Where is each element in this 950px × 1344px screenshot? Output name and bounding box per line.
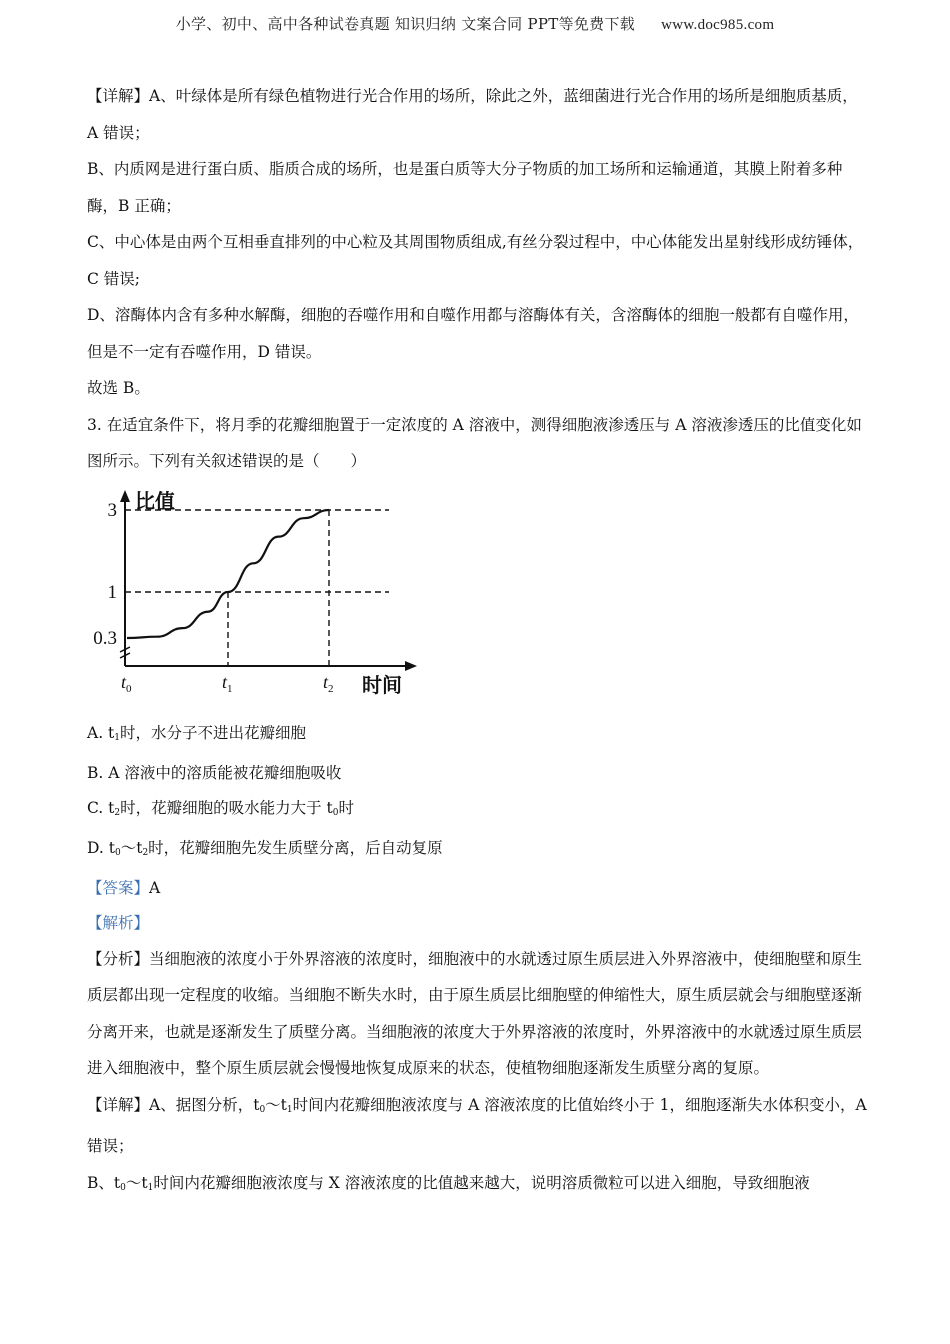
- x-axis-arrow: [405, 661, 417, 671]
- option-c[interactable]: C. $t_2$时，花瓣细胞的吸水能力大于 $t_0$时: [87, 798, 355, 818]
- ratio-curve: [127, 510, 329, 638]
- x-tick-label-t2: $t_2$: [323, 671, 334, 695]
- detail1-b: B、内质网是进行蛋白质、脂质合成的场所，也是蛋白质等大分子物质的加工场所和运输通道，其膜上附着多种酶，B 正确；: [87, 160, 843, 215]
- x-tick-label-t0: $t_0$: [121, 671, 132, 695]
- y-tick-label: 1: [107, 581, 117, 603]
- x-tick-label-t1: $t_1$: [222, 671, 233, 695]
- y-tick-label: 0.3: [93, 627, 117, 649]
- question-stem: 3. 在适宜条件下，将月季的花瓣细胞置于一定浓度的 A 溶液中，测得细胞液渗透压与 A 溶液渗透压的比值变化如图所示。下列有关叙述错误的是（ ）: [87, 415, 862, 470]
- answer-line: [87, 871, 867, 906]
- ratio-chart: [87, 488, 417, 698]
- document-body: [87, 78, 867, 1206]
- detail1-d: D、溶酶体内含有多种水解酶，细胞的吞噬作用和自噬作用都与溶酶体有关，含溶酶体的细胞一般都有自噬作用，但是不一定有吞噬作用，D 错误。: [87, 306, 859, 361]
- page-header: [0, 13, 950, 34]
- option-a[interactable]: A. $t_1$时，水分子不进出花瓣细胞: [87, 723, 307, 743]
- x-axis-label: 时间: [362, 672, 402, 697]
- detail1-a: 【详解】A、叶绿体是所有绿色植物进行光合作用的场所，除此之外，蓝细菌进行光合作用的场所是细胞质基质，A 错误；: [87, 87, 858, 142]
- detail2-b: B、$t_0\sim t_1$时间内花瓣细胞液浓度与 X 溶液浓度的比值越来越大，说明溶质微粒可以进入细胞，导致细胞液: [87, 1173, 810, 1193]
- header-text: 小学、初中、高中各种试卷真题 知识归纳 文案合同 PPT等免费下载: [175, 15, 636, 33]
- detail2-a: 【详解】A、据图分析，$t_0\sim t_1$时间内花瓣细胞液浓度与 A 溶液浓度的比值始终小于 1，细胞逐渐失水体积变小，A 错误；: [87, 1095, 867, 1155]
- y-axis-label: 比值: [135, 488, 175, 513]
- analysis-tag: 【解析】: [87, 913, 150, 932]
- detail1-c: C、中心体是由两个互相垂直排列的中心粒及其周围物质组成,有丝分裂过程中，中心体能发出星射线形成纺锤体，C 错误;: [87, 233, 864, 288]
- answer-tag: 【答案】: [87, 878, 150, 897]
- y-axis-arrow: [120, 490, 130, 502]
- header-url[interactable]: www.doc985.com: [661, 17, 775, 33]
- option-d[interactable]: D. $t_0\sim t_2$时，花瓣细胞先发生质壁分离，后自动复原: [87, 838, 443, 858]
- ratio-chart-svg: [87, 488, 417, 698]
- option-b[interactable]: B. A 溶液中的溶质能被花瓣细胞吸收: [87, 763, 342, 782]
- y-tick-label: 3: [107, 499, 117, 521]
- detail1-conclusion: 故选 B。: [87, 379, 150, 397]
- answer-value: A: [149, 878, 161, 897]
- fenxi-paragraph: 【分析】当细胞液的浓度小于外界溶液的浓度时，细胞液中的水就透过原生质层进入外界溶液中，使细胞壁和原生质层都出现一定程度的收缩。当细胞不断失水时，由于原生质层比细胞壁的伸缩性大，原生质层就会与细胞壁逐渐分离开来，也就是逐渐发生了质壁分离。当细胞液的浓度大于外界溶液的浓度时，外界溶液中的水就透过原生质层进入细胞液中，整个原生质层就会慢慢地恢复成原来的状态，使植物细胞逐渐发生质壁分离的复原。: [87, 949, 863, 1077]
